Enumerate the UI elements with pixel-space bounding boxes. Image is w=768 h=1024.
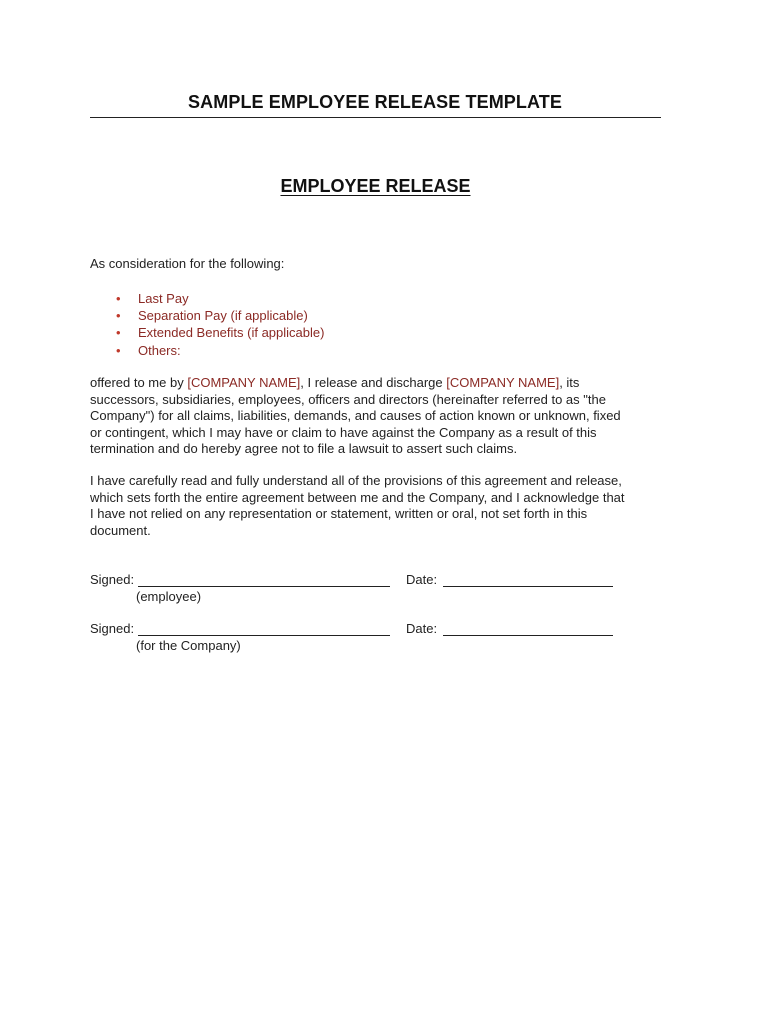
date-line[interactable] (443, 635, 613, 636)
employee-signature-block (90, 571, 690, 604)
paragraph-line: successors, subsidiaries, employees, officers and directors (hereinafter referred to as "the (90, 391, 606, 407)
paragraph-text: offered to me by (90, 375, 188, 390)
signed-label: Signed: (90, 572, 135, 587)
company-name-placeholder: [COMPANY NAME] (187, 375, 301, 390)
bullet-dot-icon: • (116, 308, 121, 324)
paragraph-line: I have not relied on any representation or statement, written or oral, not set forth in this (90, 506, 588, 521)
paragraph-line: Company") for all claims, liabilities, demands, and causes of action known or unknown, fixed (90, 408, 621, 423)
list-item (90, 342, 670, 359)
acknowledgement-paragraph (90, 473, 668, 539)
signature-caption: (for the Company) (136, 638, 241, 653)
bullet-dot-icon: • (116, 291, 121, 306)
release-paragraph (90, 375, 668, 458)
intro-text: As consideration for the following: (90, 256, 285, 271)
list-item-label: Separation Pay (if applicable) (138, 308, 308, 324)
list-item (90, 290, 670, 307)
bullet-dot-icon: • (116, 325, 121, 341)
date-label: Date: (406, 621, 438, 636)
date-label: Date: (406, 572, 438, 587)
company-name-placeholder: [COMPANY NAME] (446, 375, 560, 390)
signature-line[interactable] (138, 635, 390, 636)
signature-row (90, 620, 690, 637)
section-title (90, 176, 661, 197)
section-title-text: EMPLOYEE RELEASE (280, 176, 471, 196)
paragraph-text: , I release and discharge (300, 375, 447, 390)
paragraph-line (90, 375, 668, 392)
signed-label: Signed: (90, 621, 135, 636)
consideration-list (90, 290, 670, 359)
signature-row (90, 571, 690, 588)
list-item-label: Extended Benefits (if applicable) (138, 325, 325, 341)
list-item-label: Last Pay (138, 291, 189, 306)
list-item-label: Others: (138, 342, 181, 358)
paragraph-line: which sets forth the entire agreement between me and the Company, and I acknowledge that (90, 489, 625, 505)
paragraph-text: , its (559, 375, 580, 390)
document-title: SAMPLE EMPLOYEE RELEASE TEMPLATE (188, 92, 562, 112)
list-item (90, 307, 670, 324)
company-signature-block (90, 620, 690, 653)
signature-caption: (employee) (136, 589, 202, 604)
paragraph-line: termination and do hereby agree not to file a lawsuit to assert such claims. (90, 441, 518, 456)
bullet-dot-icon: • (116, 342, 121, 358)
paragraph-line: document. (90, 522, 151, 538)
title-divider (90, 117, 661, 118)
paragraph-line: I have carefully read and fully understand all of the provisions of this agreement and release, (90, 473, 622, 488)
list-item (90, 324, 670, 341)
paragraph-line: or contingent, which I may have or claim to have against the Company as a result of this (90, 424, 597, 440)
signature-line[interactable] (138, 586, 390, 587)
date-line[interactable] (443, 586, 613, 587)
